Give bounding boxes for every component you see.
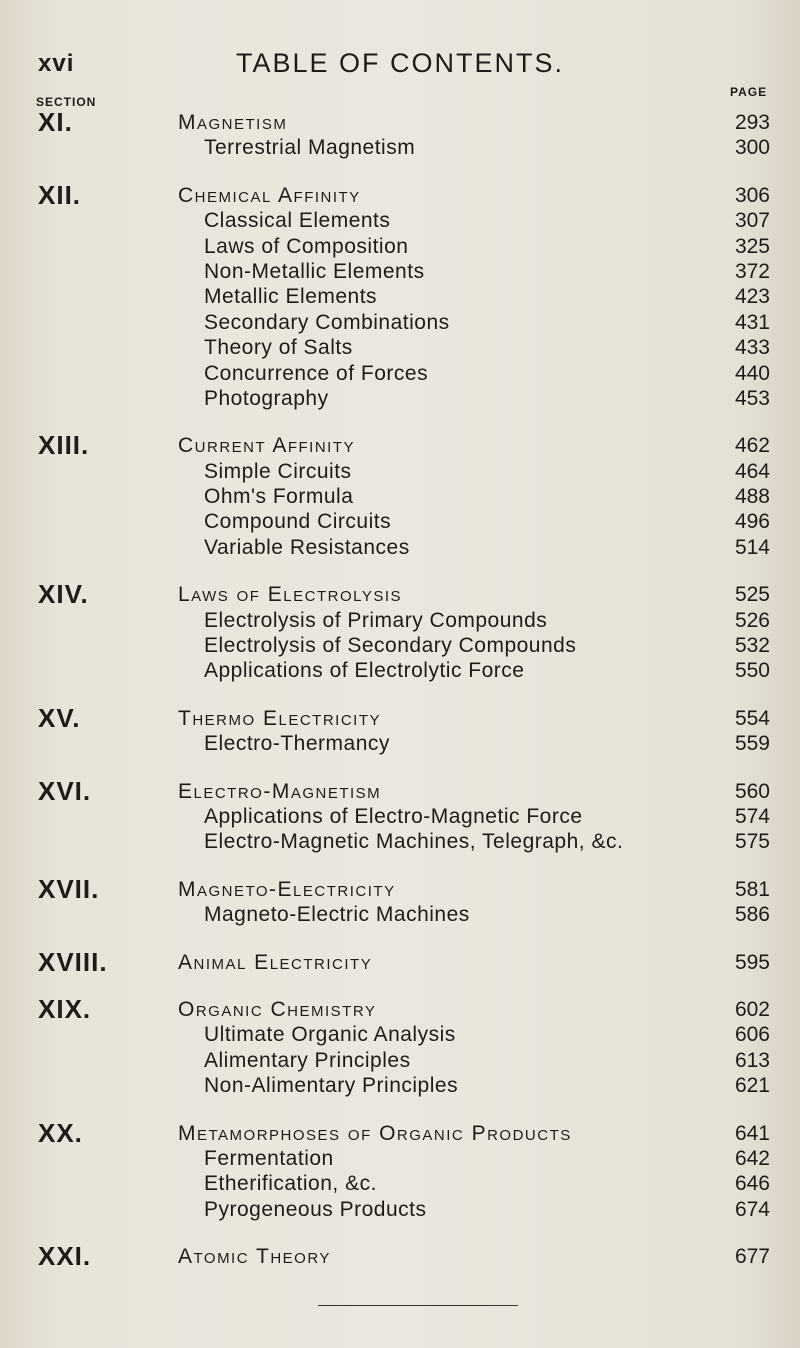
section-title: Animal Electricity <box>178 950 373 974</box>
section-title: Magneto-Electricity <box>178 877 396 901</box>
running-head-title: TABLE OF CONTENTS. <box>235 48 565 78</box>
toc-section <box>0 107 800 161</box>
section-page-number: 602 <box>734 997 770 1021</box>
section-numeral: XI. <box>38 107 73 137</box>
subentry-title: Simple Circuits <box>204 459 352 483</box>
toc-subentry[interactable] <box>0 1197 800 1222</box>
toc-section-heading[interactable] <box>0 107 800 137</box>
subentry-title: Classical Elements <box>204 209 391 233</box>
toc-subentry[interactable] <box>0 731 800 756</box>
toc-section <box>0 775 800 855</box>
subentry-title: Applications of Electrolytic Force <box>204 659 525 683</box>
section-page-number: 641 <box>734 1121 770 1145</box>
section-numeral: XVII. <box>38 873 100 904</box>
section-title: Metamorphoses of Organic Products <box>178 1121 572 1145</box>
subentry-title: Etherification, &c. <box>204 1172 377 1196</box>
subentry-title: Terrestrial Magnetism <box>204 136 416 160</box>
subentry-page-number: 586 <box>734 903 770 927</box>
toc-subentry[interactable] <box>0 484 800 509</box>
toc-section-heading[interactable] <box>0 1117 800 1148</box>
toc-section <box>0 993 800 1099</box>
toc-subentry[interactable] <box>0 386 800 411</box>
section-page-number: 554 <box>734 706 770 730</box>
section-page-number: 595 <box>734 950 770 974</box>
section-page-number: 581 <box>734 877 770 901</box>
subentry-page-number: 372 <box>734 259 770 283</box>
subentry-title: Electrolysis of Secondary Compounds <box>204 634 577 658</box>
subentry-title: Electrolysis of Primary Compounds <box>204 608 548 632</box>
section-page-number: 560 <box>734 779 770 803</box>
subentry-page-number: 532 <box>734 634 770 658</box>
toc-section <box>0 702 800 757</box>
page-header <box>0 48 800 88</box>
toc-subentry[interactable] <box>0 608 800 633</box>
section-page-number: 525 <box>734 583 770 607</box>
section-numeral: XVIII. <box>38 946 108 977</box>
subentry-title: Concurrence of Forces <box>204 361 429 385</box>
subentry-page-number: 431 <box>734 310 770 334</box>
subentry-page-number: 621 <box>734 1074 770 1098</box>
folio-number: xvi <box>38 50 75 77</box>
subentry-page-number: 453 <box>734 386 770 410</box>
subentry-page-number: 440 <box>734 361 770 385</box>
toc-section <box>0 179 800 412</box>
subentry-title: Applications of Electro-Magnetic Force <box>204 804 583 828</box>
subentry-title: Ohm's Formula <box>204 485 354 509</box>
section-numeral: XII. <box>38 179 82 210</box>
toc-section-heading[interactable] <box>0 993 800 1024</box>
toc-section-heading[interactable] <box>0 702 800 733</box>
subentry-title: Non-Alimentary Principles <box>204 1074 459 1098</box>
section-numeral: XXI. <box>38 1241 92 1272</box>
closing-rule <box>318 1305 518 1306</box>
section-title: Atomic Theory <box>178 1245 331 1269</box>
toc-subentry[interactable] <box>0 361 800 386</box>
toc-section <box>0 1241 800 1272</box>
subentry-title: Alimentary Principles <box>204 1048 411 1072</box>
toc-section-heading[interactable] <box>0 1241 800 1272</box>
subentry-title: Pyrogeneous Products <box>204 1197 427 1221</box>
toc-subentry[interactable] <box>0 1048 800 1073</box>
toc-section-heading[interactable] <box>0 775 800 806</box>
toc-subentry[interactable] <box>0 234 800 259</box>
toc-subentry[interactable] <box>0 1073 800 1098</box>
toc-subentry[interactable] <box>0 335 800 360</box>
subentry-page-number: 300 <box>734 136 770 160</box>
section-numeral: XIV. <box>38 579 89 610</box>
subentry-page-number: 559 <box>734 732 770 756</box>
toc-subentry[interactable] <box>0 208 800 233</box>
subentry-page-number: 606 <box>734 1023 770 1047</box>
toc-section-heading[interactable] <box>0 873 800 904</box>
section-title: Chemical Affinity <box>178 183 361 207</box>
toc-section <box>0 430 800 560</box>
toc-subentry[interactable] <box>0 1146 800 1171</box>
section-page-number: 293 <box>734 111 770 134</box>
toc-section-heading[interactable] <box>0 579 800 610</box>
subentry-page-number: 574 <box>734 804 770 828</box>
subentry-title: Electro-Thermancy <box>204 732 390 756</box>
section-title: Electro-Magnetism <box>178 779 382 803</box>
toc-subentry[interactable] <box>0 284 800 309</box>
toc-section-heading[interactable] <box>0 179 800 210</box>
toc-section <box>0 1117 800 1223</box>
contents-list <box>0 107 800 1291</box>
subentry-title: Theory of Salts <box>204 336 353 360</box>
subentry-page-number: 642 <box>734 1146 770 1170</box>
page-column-label: PAGE <box>730 85 768 99</box>
section-title: Magnetism <box>178 111 288 134</box>
subentry-title: Magneto-Electric Machines <box>204 903 470 927</box>
toc-section <box>0 873 800 928</box>
subentry-title: Compound Circuits <box>204 510 392 534</box>
subentry-title: Metallic Elements <box>204 285 378 309</box>
section-numeral: XIII. <box>38 430 90 461</box>
subentry-title: Variable Resistances <box>204 535 410 559</box>
toc-subentry[interactable] <box>0 135 800 160</box>
toc-subentry[interactable] <box>0 509 800 534</box>
toc-subentry[interactable] <box>0 633 800 658</box>
section-numeral: XX. <box>38 1117 83 1148</box>
subentry-page-number: 307 <box>734 209 770 233</box>
toc-section-heading[interactable] <box>0 946 800 977</box>
toc-subentry[interactable] <box>0 1022 800 1047</box>
subentry-title: Photography <box>204 386 329 410</box>
section-title: Laws of Electrolysis <box>178 583 403 607</box>
subentry-page-number: 423 <box>734 285 770 309</box>
toc-subentry[interactable] <box>0 310 800 335</box>
section-title: Current Affinity <box>178 434 356 458</box>
subentry-title: Ultimate Organic Analysis <box>204 1023 456 1047</box>
subentry-page-number: 575 <box>734 830 770 854</box>
section-column-label: SECTION <box>36 95 97 109</box>
subentry-title: Non-Metallic Elements <box>204 259 425 283</box>
section-numeral: XV. <box>38 702 81 733</box>
section-title: Thermo Electricity <box>178 706 382 730</box>
subentry-page-number: 550 <box>734 659 770 683</box>
subentry-title: Fermentation <box>204 1146 334 1170</box>
subentry-page-number: 496 <box>734 510 770 534</box>
section-page-number: 462 <box>734 434 770 458</box>
subentry-page-number: 325 <box>734 234 770 258</box>
section-numeral: XIX. <box>38 993 92 1024</box>
toc-subentry[interactable] <box>0 658 800 683</box>
toc-subentry[interactable] <box>0 535 800 560</box>
subentry-title: Electro-Magnetic Machines, Telegraph, &c. <box>204 830 624 854</box>
toc-subentry[interactable] <box>0 829 800 854</box>
subentry-title: Secondary Combinations <box>204 310 450 334</box>
subentry-title: Laws of Composition <box>204 234 409 258</box>
toc-subentry[interactable] <box>0 259 800 284</box>
toc-subentry[interactable] <box>0 804 800 829</box>
subentry-page-number: 613 <box>734 1048 770 1072</box>
subentry-page-number: 488 <box>734 485 770 509</box>
subentry-page-number: 526 <box>734 608 770 632</box>
toc-section <box>0 946 800 977</box>
section-title: Organic Chemistry <box>178 997 377 1021</box>
section-numeral: XVI. <box>38 775 92 806</box>
toc-subentry[interactable] <box>0 1171 800 1196</box>
subentry-page-number: 646 <box>734 1172 770 1196</box>
section-page-number: 677 <box>734 1245 770 1269</box>
subentry-page-number: 674 <box>734 1197 770 1221</box>
subentry-page-number: 464 <box>734 459 770 483</box>
subentry-page-number: 514 <box>734 535 770 559</box>
section-page-number: 306 <box>734 183 770 207</box>
subentry-page-number: 433 <box>734 336 770 360</box>
toc-subentry[interactable] <box>0 902 800 927</box>
toc-section-heading[interactable] <box>0 430 800 461</box>
toc-section <box>0 579 800 684</box>
toc-subentry[interactable] <box>0 459 800 484</box>
